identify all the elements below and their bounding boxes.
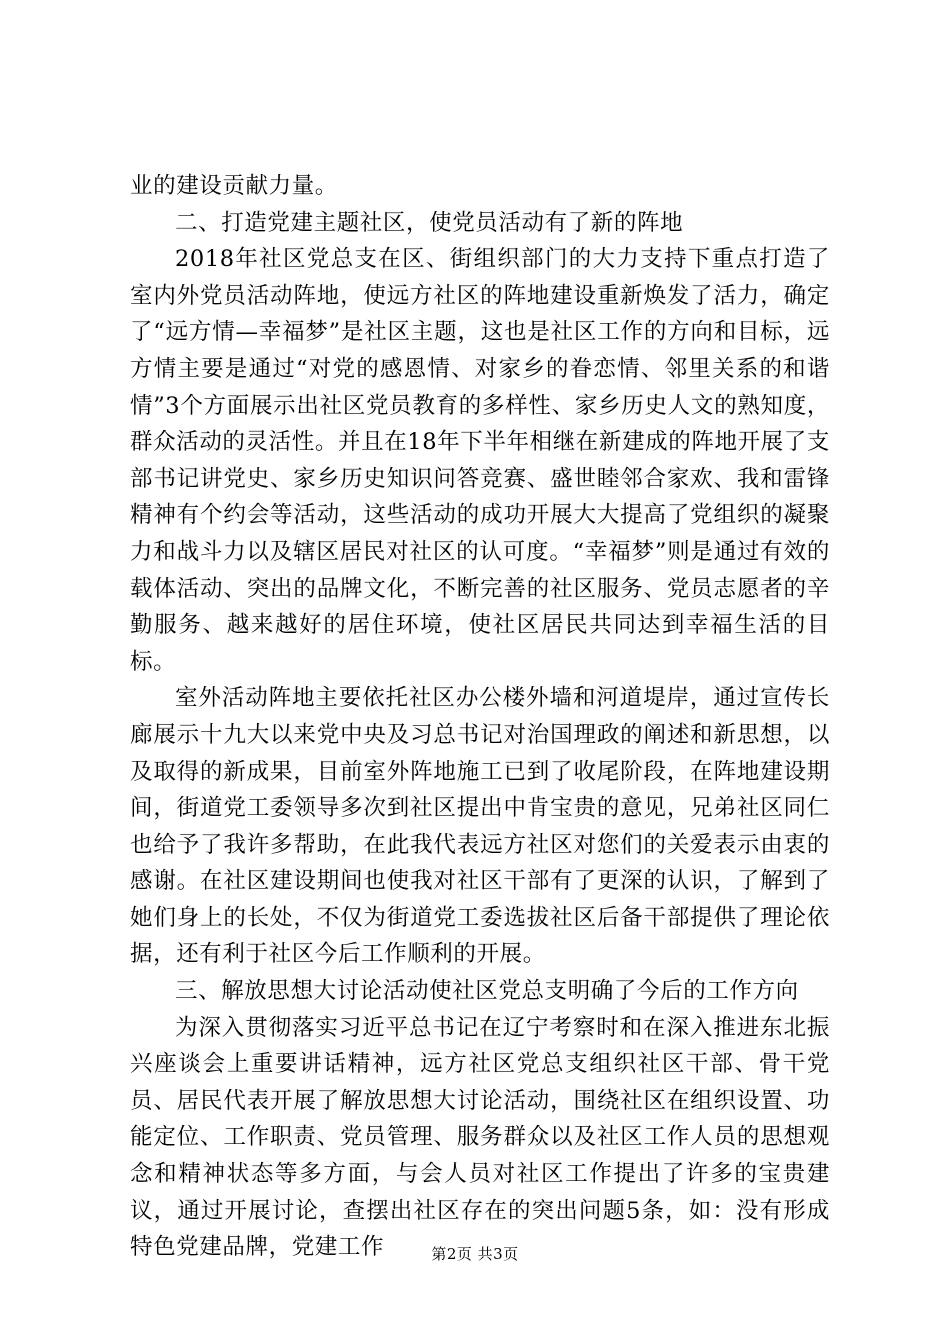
page-number-footer: 第2页 共3页 [431,1245,519,1263]
paragraph-discussion: 为深入贯彻落实习近平总书记在辽宁考察时和在深入推进东北振兴座谈会上重要讲话精神，远方社区党总支组织社区干部、骨干党员、居民代表开展了解放思想大讨论活动，围绕社区在组织设置、功能定位、工作职责、党员管理、服务群众以及社区工作人员的思想观念和精神状态等多方面，与会人员对社区工作提出了许多的宝贵建议，通过开展讨论，查摆出社区存在的突出问题5条，如：没有形成特色党建品牌，党建工作 [130,1014,830,1261]
section-heading-2: 二、打造党建主题社区，使党员活动有了新的阵地 [175,209,684,236]
document-body [130,168,830,1266]
section-heading-3: 三、解放思想大讨论活动使社区党总支明确了今后的工作方向 [175,978,799,1005]
paragraph-theme-community: 2018年社区党总支在区、街组织部门的大力支持下重点打造了室内外党员活动阵地，使远方社区的阵地建设重新焕发了活力，确定了“远方情—幸福梦”是社区主题，这也是社区工作的方向和目标，远方情主要是通过“对党的感恩情、对家乡的眷恋情、邻里关系的和谐情”3个方面展示出社区党员教育的多样性、家乡历史人文的熟知度，群众活动的灵活性。并且在18年下半年相继在新建成的阵地开展了支部书记讲党史、家乡历史知识问答竞赛、盛世睦邻合家欢、我和雷锋精神有个约会等活动，这些活动的成功开展大大提高了党组织的凝聚力和战斗力以及辖区居民对社区的认可度。“幸福梦”则是通过有效的载体活动、突出的品牌文化，不断完善的社区服务、党员志愿者的辛勤服务、越来越好的居住环境，使社区居民共同达到幸福生活的目标。 [130,246,830,675]
paragraph-continuation: 业的建设贡献力量。 [130,173,338,199]
paragraph-outdoor-activity: 室外活动阵地主要依托社区办公楼外墙和河道堤岸，通过宣传长廊展示十九大以来党中央及习总书记对治国理政的阐述和新思想，以及取得的新成果，目前室外阵地施工已到了收尾阶段，在阵地建设期间，街道党工委领导多次到社区提出中肯宝贵的意见，兄弟社区同仁也给予了我许多帮助，在此我代表远方社区对您们的关爱表示由衷的感谢。在社区建设期间也使我对社区干部有了更深的认识，了解到了她们身上的长处，不仅为街道党工委选拔社区后备干部提供了理论依据，还有利于社区今后工作顺利的开展。 [130,685,830,968]
